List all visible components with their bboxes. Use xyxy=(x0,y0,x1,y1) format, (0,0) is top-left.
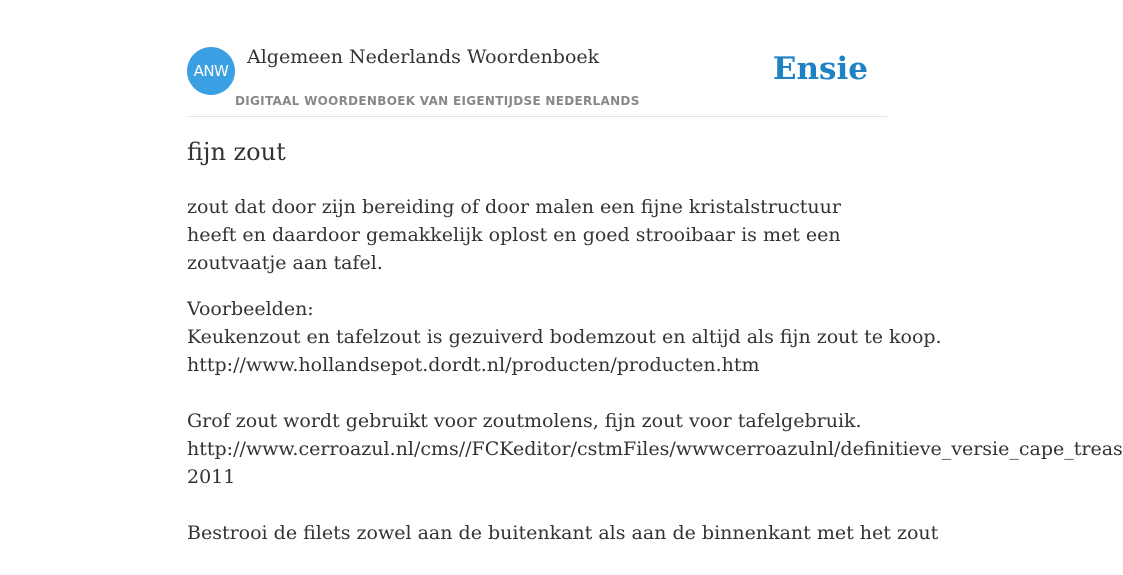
example-source-continued: 2011 xyxy=(187,466,236,488)
example-source: http://www.cerroazul.nl/cms//FCKeditor/cstmFiles/wwwcerroazulnl/definitieve_versie_cape_treas xyxy=(187,438,1123,460)
entry-content xyxy=(187,193,1123,575)
example-source: http://www.hollandsepot.dordt.nl/producten/producten.htm xyxy=(187,354,760,376)
entry-definition: zout dat door zijn bereiding of door malen een fijne kristalstructuur heeft en daardoor gemakkelijk oplost en goed strooibaar is met een zoutvaatje aan tafel. xyxy=(187,196,841,274)
entry-title: fijn zout xyxy=(187,138,286,166)
site-header xyxy=(187,46,887,117)
site-title[interactable]: Algemeen Nederlands Woordenboek xyxy=(247,46,600,68)
example-text: Keukenzout en tafelzout is gezuiverd bodemzout en altijd als fijn zout te koop. xyxy=(187,326,942,348)
example-text: Grof zout wordt gebruikt voor zoutmolens, fijn zout voor tafelgebruik. xyxy=(187,410,862,432)
example-item xyxy=(187,519,1024,547)
ensie-brand-logo[interactable]: Ensie xyxy=(772,51,868,87)
examples-label: Voorbeelden: xyxy=(187,298,314,320)
example-text: Bestrooi de filets zowel aan de buitenkant als aan de binnenkant met het zout xyxy=(187,522,939,544)
anw-logo[interactable]: ANW xyxy=(187,47,235,95)
site-subtitle: DIGITAAL WOORDENBOEK VAN EIGENTIJDSE NEDERLANDS xyxy=(235,94,640,108)
example-item xyxy=(187,323,1024,379)
example-item xyxy=(187,407,1123,491)
